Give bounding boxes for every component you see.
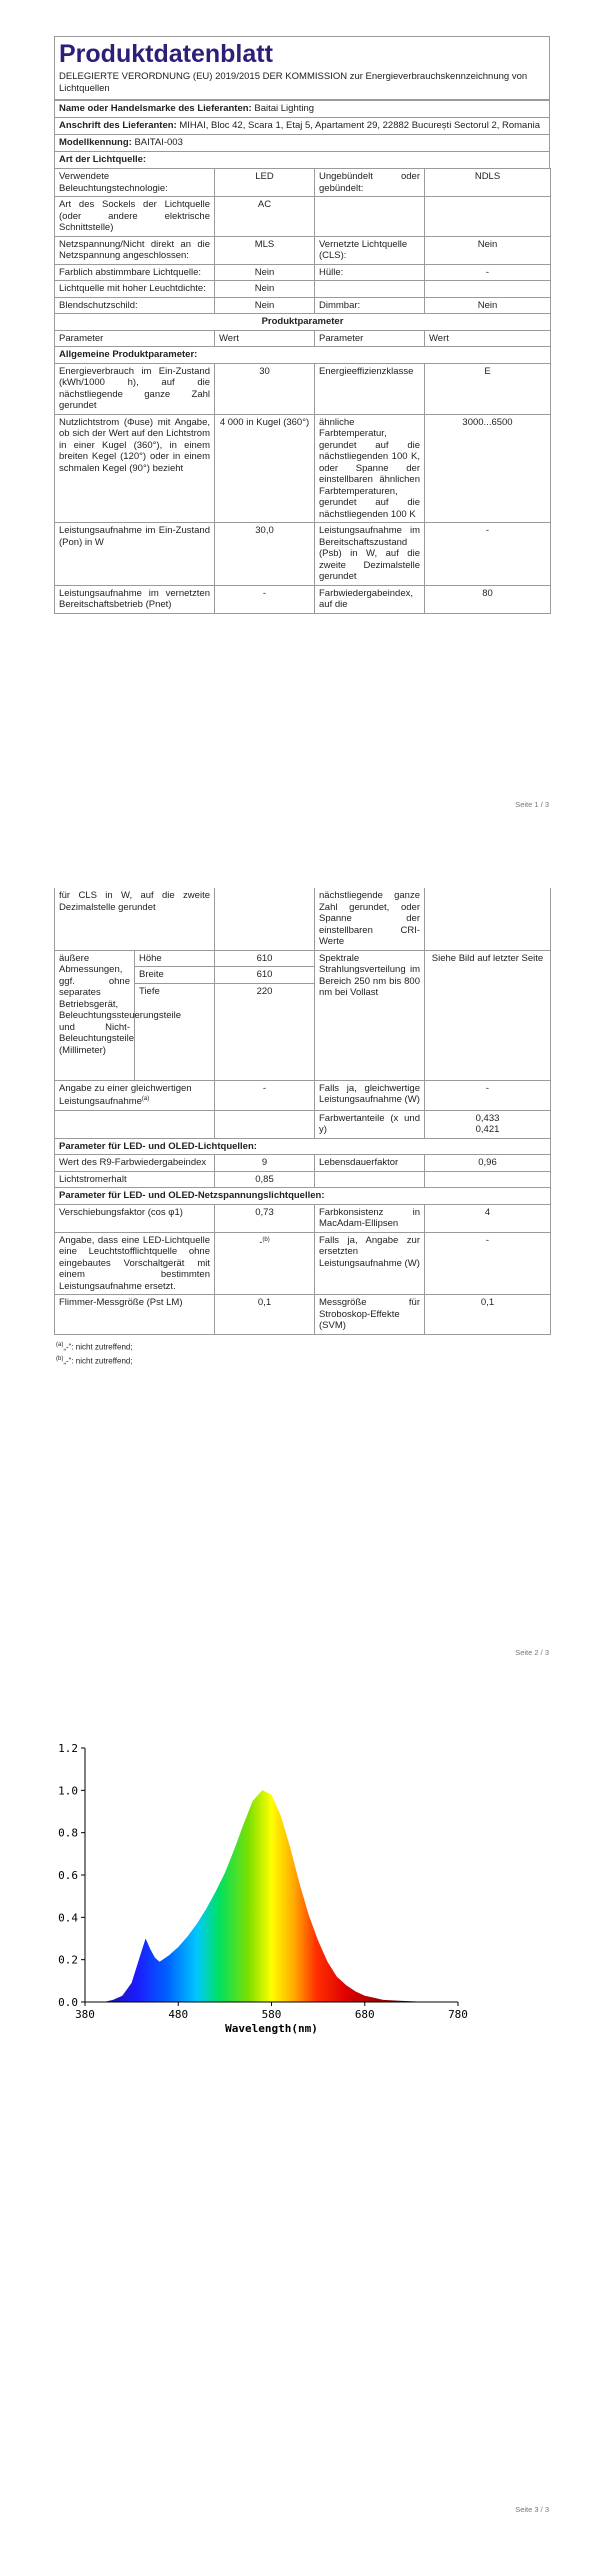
- footnote: [56, 1353, 550, 1368]
- param-value: 0,1: [215, 1295, 315, 1335]
- param-value: 0,73: [215, 1204, 315, 1232]
- column-header: Wert: [425, 330, 551, 347]
- param-value: Nein: [425, 297, 551, 314]
- params-table-continued: [54, 888, 551, 1335]
- spectrum-chart-svg: [40, 1740, 470, 2040]
- param-label: Wert des R9-Farbwiedergabeindex: [55, 1155, 215, 1172]
- page-title: Produktdatenblatt: [59, 40, 273, 68]
- param-label: Farbwiedergabeindex, auf die: [315, 585, 425, 613]
- dimension-name: Höhe: [135, 950, 215, 967]
- model-label: Modellkennung:: [59, 137, 132, 148]
- param-value: 30,0: [215, 523, 315, 586]
- param-value: 4: [425, 1204, 551, 1232]
- param-value: [425, 197, 551, 237]
- type-table: [54, 168, 551, 614]
- table-row: [55, 1232, 551, 1295]
- param-label: Nutzlichtstrom (Φuse) mit Angabe, ob sich der Wert auf den Lichtstrom in einer Kugel (360°), in einem breiten Kegel (120°) oder in einem schmalen Kegel (90°) bezieht: [55, 414, 215, 523]
- param-value: -: [425, 1232, 551, 1295]
- dimension-name: Breite: [135, 967, 215, 984]
- param-value: 0,433 0,421: [425, 1110, 551, 1138]
- param-label: Verschiebungsfaktor (cos φ1): [55, 1204, 215, 1232]
- footnote-ref: (b): [262, 1236, 270, 1243]
- x-axis-label: Wavelength(nm): [225, 2022, 318, 2035]
- param-label: [55, 1110, 215, 1138]
- general-params-header: Allgemeine Produktparameter:: [55, 347, 551, 364]
- table-row: [55, 169, 551, 197]
- y-tick-label: 0.8: [58, 1826, 78, 1840]
- spectrum-area: [85, 1790, 458, 2002]
- param-label: nächstliegende ganze Zahl gerundet, oder Spanne der einstellbaren CRI-Werte: [315, 888, 425, 950]
- model-value: BAITAI-003: [134, 137, 183, 148]
- table-row: [55, 414, 551, 523]
- y-tick-label: 1.0: [58, 1784, 78, 1798]
- param-value: 80: [425, 585, 551, 613]
- table-row: [55, 950, 551, 967]
- param-label: Farbkonsistenz in MacAdam-Ellipsen: [315, 1204, 425, 1232]
- page-number: Seite 1 / 3: [515, 800, 549, 809]
- page-number: Seite 3 / 3: [515, 2505, 549, 2514]
- param-label: Leistungsaufnahme im Bereitschaftszustand (Psb) in W, auf die zweite Dezimalstelle gerundet: [315, 523, 425, 586]
- param-label: Art des Sockels der Lichtquelle (oder andere elektrische Schnittstelle): [55, 197, 215, 237]
- param-value: Nein: [215, 281, 315, 298]
- table-row: [55, 236, 551, 264]
- column-header: Parameter: [315, 330, 425, 347]
- param-label: [315, 197, 425, 237]
- param-label: für CLS in W, auf die zweite Dezimalstelle gerundet: [55, 888, 215, 950]
- table-row: [55, 523, 551, 586]
- table-row: [55, 297, 551, 314]
- regulation-subtitle: DELEGIERTE VERORDNUNG (EU) 2019/2015 DER KOMMISSION zur Energieverbrauchskennzeichnung von Lichtquellen: [59, 71, 528, 94]
- column-header: Parameter: [55, 330, 215, 347]
- param-value: 9: [215, 1155, 315, 1172]
- dimension-value: 220: [215, 983, 315, 1080]
- param-value: 30: [215, 363, 315, 414]
- page-2: [0, 853, 603, 1706]
- dimensions-label: äußere Abmessungen, ggf. ohne separates Betriebsgerät, Beleuchtungssteuerungsteile und Nicht-Beleuchtungsteile (Millimeter): [55, 950, 135, 1080]
- footnotes: [54, 1339, 550, 1368]
- table-row: [55, 1295, 551, 1335]
- param-label: Flimmer-Messgröße (Pst LM): [55, 1295, 215, 1335]
- param-value: LED: [215, 169, 315, 197]
- param-label: Leistungsaufnahme im Ein-Zustand (Pon) in W: [55, 523, 215, 586]
- param-label: Leistungsaufnahme im vernetzten Bereitschaftsbetrieb (Pnet): [55, 585, 215, 613]
- param-value: Nein: [425, 236, 551, 264]
- param-label: Energieeffizienzklasse: [315, 363, 425, 414]
- param-value: 4 000 in Kugel (360°): [215, 414, 315, 523]
- footnote-text: „-“: nicht zutreffend;: [63, 1342, 133, 1352]
- header-block: [54, 36, 550, 100]
- param-value: 0,1: [425, 1295, 551, 1335]
- param-value: [425, 281, 551, 298]
- table-row: [55, 281, 551, 298]
- x-tick-label: 580: [261, 2008, 282, 2021]
- table-row: [55, 1080, 551, 1110]
- dimension-value: 610: [215, 967, 315, 984]
- param-value: -: [215, 1080, 315, 1110]
- param-value: MLS: [215, 236, 315, 264]
- x-tick-label: 380: [75, 2008, 95, 2021]
- param-value: -: [215, 585, 315, 613]
- table-row: [55, 1171, 551, 1188]
- param-label: Farbwertanteile (x und y): [315, 1110, 425, 1138]
- param-value: [215, 888, 315, 950]
- table-row: [55, 264, 551, 281]
- supplier-value: Baitai Lighting: [254, 103, 315, 114]
- param-value: 0,85: [215, 1171, 315, 1188]
- page-1: [0, 0, 603, 853]
- footnote-text: „-“: nicht zutreffend;: [63, 1356, 133, 1366]
- dimension-name: Tiefe: [135, 983, 215, 1080]
- param-label: Spektrale Strahlungsverteilung im Bereich 250 nm bis 800 nm bei Vollast: [315, 950, 425, 1080]
- column-header-row: [55, 330, 551, 347]
- param-label: Lichtquelle mit hoher Leuchtdichte:: [55, 281, 215, 298]
- param-label: [315, 1171, 425, 1188]
- y-tick-label: 1.2: [58, 1742, 78, 1755]
- param-label: Dimmbar:: [315, 297, 425, 314]
- table-row: [55, 1204, 551, 1232]
- param-value: [425, 1171, 551, 1188]
- param-label: Verwendete Beleuchtungstechnologie:: [55, 169, 215, 197]
- model-row: [54, 134, 550, 151]
- param-value: -: [425, 264, 551, 281]
- param-value-text: -: [259, 1236, 263, 1248]
- footnote-ref: (a): [141, 1096, 150, 1102]
- section-header: [55, 1138, 551, 1155]
- param-label-text: Angabe zu einer gleichwertigen Leistungsaufnahme: [59, 1082, 192, 1108]
- section-header: [55, 347, 551, 364]
- table-row: [55, 888, 551, 950]
- led-params-header: Parameter für LED- und OLED-Lichtquellen:: [55, 1138, 551, 1155]
- table-row: [55, 1155, 551, 1172]
- param-value: Nein: [215, 264, 315, 281]
- param-value: -: [425, 1080, 551, 1110]
- param-value: [215, 1232, 315, 1295]
- param-value: E: [425, 363, 551, 414]
- page-number: Seite 2 / 3: [515, 1648, 549, 1657]
- table-row: [55, 585, 551, 613]
- param-label: Falls ja, gleichwertige Leistungsaufnahme (W): [315, 1080, 425, 1110]
- param-label: [55, 1080, 215, 1110]
- table-row: [55, 1110, 551, 1138]
- product-params-header: Produktparameter: [55, 314, 551, 331]
- param-value: NDLS: [425, 169, 551, 197]
- spectrum-chart: [40, 1740, 470, 2045]
- param-label: Hülle:: [315, 264, 425, 281]
- y-tick-label: 0.0: [58, 1996, 78, 2009]
- param-label: Falls ja, Angabe zur ersetzten Leistungsaufnahme (W): [315, 1232, 425, 1295]
- section-header: [55, 1188, 551, 1205]
- y-tick-label: 0.2: [58, 1953, 78, 1967]
- param-value: AC: [215, 197, 315, 237]
- supplier-label: Name oder Handelsmarke des Lieferanten:: [59, 103, 252, 114]
- dimension-value: 610: [215, 950, 315, 967]
- x-tick-label: 780: [448, 2008, 468, 2021]
- table-row: [55, 363, 551, 414]
- param-label: Netzspannung/Nicht direkt an die Netzspannung angeschlossen:: [55, 236, 215, 264]
- page-2-content: [54, 888, 550, 1368]
- param-value: [215, 1110, 315, 1138]
- param-value: Nein: [215, 297, 315, 314]
- y-tick-label: 0.6: [58, 1869, 78, 1882]
- y-tick-label: 0.4: [58, 1911, 78, 1925]
- supplier-row: [54, 100, 550, 117]
- param-label: Blendschutzschild:: [55, 297, 215, 314]
- param-label: Vernetzte Lichtquelle (CLS):: [315, 236, 425, 264]
- param-label: Energieverbrauch im Ein-Zustand (kWh/1000 h), auf die nächstliegende ganze Zahl gerundet: [55, 363, 215, 414]
- param-label: Farblich abstimmbare Lichtquelle:: [55, 264, 215, 281]
- x-tick-label: 480: [168, 2008, 189, 2021]
- param-value: [425, 888, 551, 950]
- x-tick-label: 680: [354, 2008, 375, 2021]
- param-label: Lebensdauerfaktor: [315, 1155, 425, 1172]
- param-value: 3000...6500: [425, 414, 551, 523]
- footnote: [56, 1339, 550, 1354]
- column-header: Wert: [215, 330, 315, 347]
- param-label: [315, 281, 425, 298]
- param-label: Ungebündelt oder gebündelt:: [315, 169, 425, 197]
- param-label: Lichtstromerhalt: [55, 1171, 215, 1188]
- footnote-marker: (a): [56, 1341, 64, 1348]
- table-row: [55, 197, 551, 237]
- param-value: -: [425, 523, 551, 586]
- light-source-type-header: Art der Lichtquelle:: [54, 151, 550, 168]
- footnote-marker: (b): [56, 1356, 64, 1363]
- address-label: Anschrift des Lieferanten:: [59, 120, 177, 131]
- param-label: Messgröße für Stroboskop-Effekte (SVM): [315, 1295, 425, 1335]
- param-value: 0,96: [425, 1155, 551, 1172]
- address-value: MIHAI, Bloc 42, Scara 1, Etaj 5, Apartament 29, 22882 București Sectorul 2, Romania: [179, 120, 541, 131]
- param-value: Siehe Bild auf letzter Seite: [425, 950, 551, 1080]
- mains-params-header: Parameter für LED- und OLED-Netzspannungslichtquellen:: [55, 1188, 551, 1205]
- address-row: [54, 117, 550, 134]
- param-label: ähnliche Farbtemperatur, gerundet auf die nächstliegenden 100 K, oder Spanne der einstellbaren ähnlichen Farbtemperaturen, gerundet auf die nächstliegenden 100 K: [315, 414, 425, 523]
- page-1-content: [54, 36, 550, 614]
- param-label: Angabe, dass eine LED-Lichtquelle eine Leuchtstofflichtquelle ohne eingebautes Vorschaltgerät mit einem bestimmten Leistungsaufnahme ersetzt.: [55, 1232, 215, 1295]
- section-header: [55, 314, 551, 331]
